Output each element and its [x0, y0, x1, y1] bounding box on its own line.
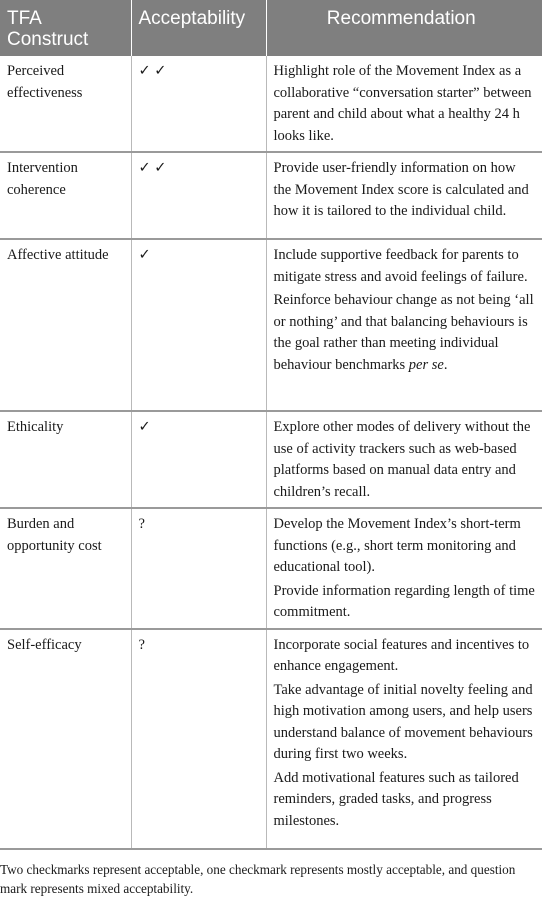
- construct-cell: Perceived effectiveness: [0, 56, 131, 152]
- recommendation-text-part: Reinforce behaviour change as not being ‘all or nothing’ and that balancing behaviours is the goal rather than meeting individual behaviour benchmarks: [273, 292, 534, 373]
- recommendation-cell: [266, 629, 542, 849]
- recommendation-text: Add motivational features such as tailored reminders, graded tasks, and progress milestones.: [273, 769, 519, 829]
- recommendation-cell: [266, 239, 542, 411]
- recommendation-cell: [266, 411, 542, 508]
- table-row: [0, 152, 542, 239]
- table-row: [0, 56, 542, 152]
- acceptability-cell: ?: [131, 508, 266, 629]
- header-row: [0, 0, 542, 56]
- acceptability-cell: ✓: [131, 411, 266, 508]
- acceptability-cell: ✓ ✓: [131, 56, 266, 152]
- construct-cell: Affective attitude: [0, 239, 131, 411]
- recommendation-text-end: .: [443, 356, 448, 373]
- recommendation-text: Explore other modes of delivery without the use of activity trackers such as web-based platforms based on manual data entry and children’s recall.: [273, 419, 531, 500]
- recommendation-cell: [266, 56, 542, 152]
- recommendation-cell: [266, 508, 542, 629]
- recommendation-text: Provide information regarding length of time commitment.: [273, 582, 535, 620]
- table-footnote: Two checkmarks represent acceptable, one checkmark represents mostly acceptable, and question mark represents mixed acceptability.: [0, 861, 516, 896]
- recommendation-emphasis: per se: [408, 356, 444, 373]
- header-acceptability: Acceptability: [131, 0, 266, 56]
- construct-cell: Self-efficacy: [0, 629, 131, 849]
- table-row: [0, 629, 542, 849]
- header-tfa-construct: TFA Construct: [0, 0, 131, 56]
- header-recommendation: Recommendation: [266, 0, 542, 56]
- recommendation-text: Provide user-friendly information on how the Movement Index score is calculated and how it is tailored to the individual child.: [273, 160, 529, 219]
- table-row: [0, 239, 542, 411]
- recommendation-text: Include supportive feedback for parents to mitigate stress and avoid feelings of failure.: [273, 247, 528, 285]
- acceptability-cell: ✓ ✓: [131, 152, 266, 239]
- table-header: [0, 0, 542, 56]
- construct-cell: Intervention coherence: [0, 152, 131, 239]
- recommendation-text: Take advantage of initial novelty feeling and high motivation among users, and help users understand balance of movement behaviours during first two weeks.: [273, 681, 533, 762]
- construct-cell: Ethicality: [0, 411, 131, 508]
- recommendation-text: Develop the Movement Index’s short-term functions (e.g., short term monitoring and educational tool).: [273, 516, 521, 575]
- table-row: [0, 411, 542, 508]
- recommendation-text: Incorporate social features and incentives to enhance engagement.: [273, 636, 530, 674]
- recommendation-text: Highlight role of the Movement Index as a collaborative “conversation starter” between parent and child about what a healthy 24 h looks like.: [273, 63, 532, 144]
- table-body: [0, 56, 542, 849]
- acceptability-cell: ✓: [131, 239, 266, 411]
- table-row: [0, 508, 542, 629]
- acceptability-cell: ?: [131, 629, 266, 849]
- recommendation-cell: [266, 152, 542, 239]
- recommendation-text: [274, 290, 537, 376]
- construct-cell: Burden and opportunity cost: [0, 508, 131, 629]
